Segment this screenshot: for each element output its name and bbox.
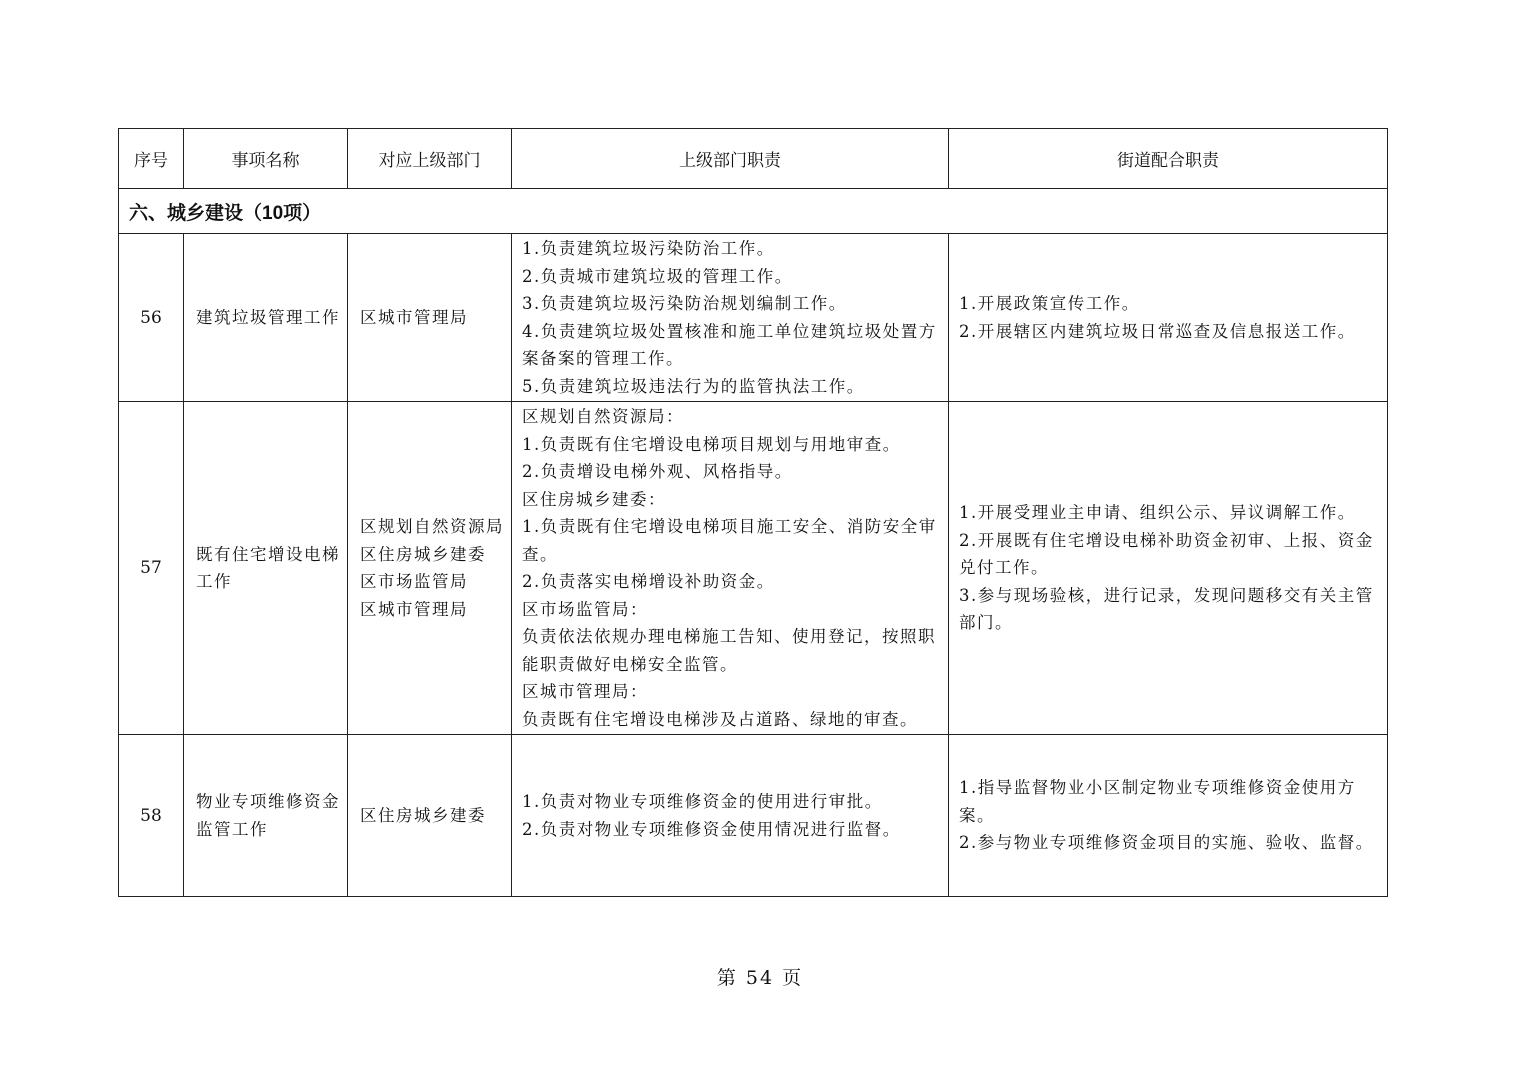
duty-line: 4.负责建筑垃圾处置核准和施工单位建筑垃圾处置方案备案的管理工作。 [522, 321, 937, 368]
duty-line: 2.负责城市建筑垃圾的管理工作。 [522, 266, 793, 286]
superior-duties-cell [512, 234, 949, 402]
duty-line: 1.负责既有住宅增设电梯项目施工安全、消防安全审查。 [522, 517, 937, 564]
duty-line: 1.指导监督物业小区制定物业专项维修资金使用方案。 [959, 778, 1356, 825]
duty-line: 1.负责既有住宅增设电梯项目规划与用地审查。 [522, 434, 901, 454]
header-street-duties: 街道配合职责 [949, 129, 1388, 189]
duty-line: 1.开展受理业主申请、组织公示、异议调解工作。 [959, 503, 1356, 523]
duty-line: 2.负责落实电梯增设补助资金。 [522, 572, 775, 591]
duty-line: 区城市管理局： [522, 682, 648, 701]
row-number: 58 [119, 735, 184, 897]
row-number: 57 [119, 402, 184, 735]
row-number: 56 [119, 234, 184, 402]
duty-line: 3.负责建筑垃圾污染防治规划编制工作。 [522, 294, 847, 313]
duty-line: 3.参与现场验核，进行记录，发现问题移交有关主管部门。 [959, 585, 1374, 633]
duty-line: 区住房城乡建委： [522, 489, 666, 509]
duty-line: 1.负责对物业专项维修资金的使用进行审批。 [522, 792, 883, 811]
street-duties-cell [949, 735, 1388, 897]
section-title: 六、城乡建设（10项） [119, 189, 1388, 234]
duty-line: 2.负责对物业专项维修资金使用情况进行监督。 [522, 819, 901, 839]
page-number: 第 54 页 [716, 967, 804, 989]
department-cell [348, 735, 512, 897]
header-item-name: 事项名称 [184, 129, 348, 189]
duty-line: 1.开展政策宣传工作。 [959, 294, 1140, 313]
department-name: 区市场监管局 [360, 572, 468, 591]
duty-line: 2.负责增设电梯外观、风格指导。 [522, 462, 793, 481]
department-name: 区城市管理局 [360, 599, 468, 619]
department-name: 区住房城乡建委 [360, 805, 486, 825]
duty-line: 2.开展辖区内建筑垃圾日常巡查及信息报送工作。 [959, 321, 1356, 341]
header-no: 序号 [119, 129, 184, 189]
superior-duties-cell [512, 402, 949, 735]
street-duties-cell [949, 402, 1388, 735]
street-duties-cell [949, 234, 1388, 402]
duty-line: 区规划自然资源局： [522, 407, 684, 426]
department-name: 区住房城乡建委 [360, 544, 486, 564]
header-row [119, 129, 1388, 189]
department-name: 区规划自然资源局 [360, 517, 504, 536]
duty-line: 5.负责建筑垃圾违法行为的监管执法工作。 [522, 376, 865, 396]
item-name-cell [184, 735, 348, 897]
table-row [119, 234, 1388, 402]
item-name: 建筑垃圾管理工作 [196, 307, 340, 327]
table-row [119, 402, 1388, 735]
section-row [119, 189, 1388, 234]
item-name-cell [184, 402, 348, 735]
duty-line: 2.开展既有住宅增设电梯补助资金初审、上报、资金兑付工作。 [959, 530, 1374, 578]
duty-line: 区市场监管局： [522, 599, 648, 619]
duty-line: 负责依法依规办理电梯施工告知、使用登记，按照职能职责做好电梯安全监管。 [522, 627, 936, 674]
duty-line: 负责既有住宅增设电梯涉及占道路、绿地的审查。 [522, 709, 918, 729]
duty-table [118, 128, 1388, 897]
table-row [119, 735, 1388, 897]
superior-duties-cell [512, 735, 949, 897]
department-name: 区城市管理局 [360, 307, 468, 327]
item-name: 物业专项维修资金监管工作 [196, 792, 340, 839]
department-cell [348, 402, 512, 735]
department-cell [348, 234, 512, 402]
item-name-cell [184, 234, 348, 402]
header-department: 对应上级部门 [348, 129, 512, 189]
duty-line: 2.参与物业专项维修资金项目的实施、验收、监督。 [959, 833, 1374, 853]
item-name: 既有住宅增设电梯工作 [196, 544, 340, 591]
duty-line: 1.负责建筑垃圾污染防治工作。 [522, 239, 775, 258]
header-superior-duties: 上级部门职责 [512, 129, 949, 189]
